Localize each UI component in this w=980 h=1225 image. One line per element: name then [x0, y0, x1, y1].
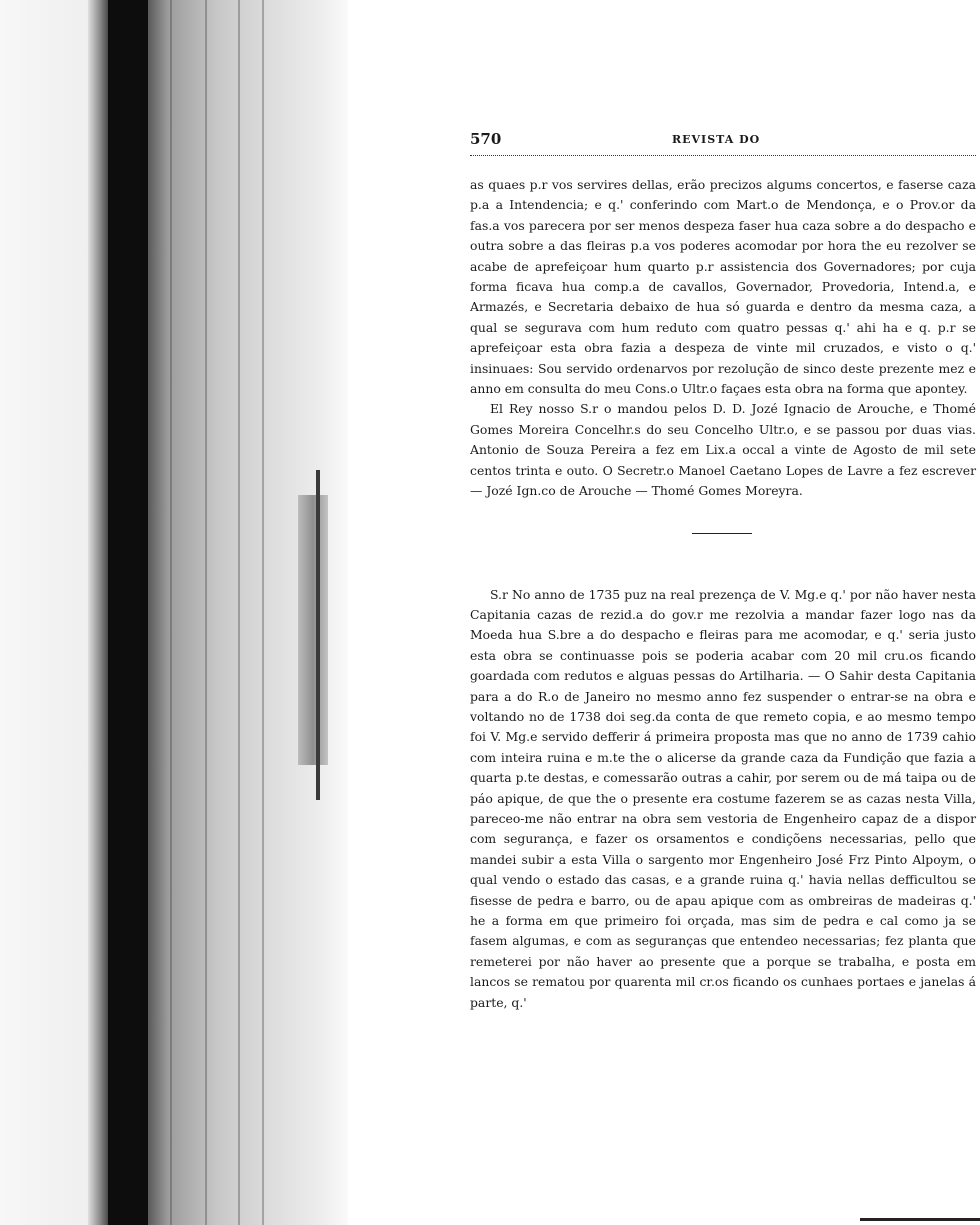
- body-text: [470, 175, 976, 1013]
- page-number: 570: [470, 130, 502, 148]
- section-divider: [692, 533, 752, 534]
- spine-mark: [316, 470, 320, 800]
- scan-streak: [238, 0, 240, 1225]
- document-page: [470, 124, 976, 1010]
- binding-gutter: [108, 0, 152, 1225]
- spine-label-strip: [298, 495, 328, 765]
- running-head: REVISTA DO: [672, 133, 761, 146]
- scan-streak: [262, 0, 264, 1225]
- section1-paragraph-2: El Rey nosso S.r o mandou pelos D. D. Jozé Ignacio de Arouche, e Thomé Gomes Moreira Concelhr.s do seu Concelho Ultr.o, e se passou por duas vias. Antonio de Souza Pereira a fez em Lix.a occal a vinte de Agosto de mil sete centos trinta e outo. O Secretr.o Manoel Caetano Lopes de Lavre a fez escrever — Jozé Ign.co de Arouche — Thomé Gomes Moreyra.: [470, 401, 976, 499]
- section2-paragraph-1: S.r No anno de 1735 puz na real prezença de V. Mg.e q.' por não haver nesta Capitania cazas de rezid.a do gov.r me rezolvia a mandar fazer logo nas da Moeda hua S.bre a do despacho e fleiras para me acomodar, e q.' seria justo esta obra se continuasse pois se poderia acabar com 20 mil cru.os ficando goardada com redutos e alguas pessas do Artilharia. — O Sahir desta Capitania para a do R.o de Janeiro no mesmo anno fez suspender o entrar-se na obra e voltando no de 1738 doi seg.da conta de que remeto copia, e ao mesmo tempo foi V. Mg.e servido defferir á primeira proposta mas que no anno de 1739 cahio com inteira ruina e m.te the o alicerse da grande caza da Fundição que fazia a quarta p.te destas, e comessarão outras a cahir, por serem ou de má taipa ou de páo apique, de que the o presente era costume fazerem se as cazas nesta Villa, pareceo-me não entrar na obra sem vestoria de Engenheiro capaz de a dispor com segurança, e fazer os orsamentos e condiçõens necessarias, pello que mandei subir a esta Villa o sargento mor Engenheiro José Frz Pinto Alpoym, o qual vendo o estado das casas, e a grande ruina q.' havia nellas defficultou se fisesse de pedra e barro, ou de apau apique com as ombreiras de madeiras q.' he a forma em que primeiro foi orçada, mas sim de pedra e cal como ja se fasem algumas, e com as seguranças que entendeo necessarias; fez planta que remeterei por não haver ao presente que a porque se trabalha, e posta em lancos se rematou por quarenta mil cr.os ficando os cunhaes portaes e janelas á parte, q.': [470, 586, 976, 1010]
- scan-edge-line: [860, 1218, 980, 1221]
- page-header: [470, 124, 976, 150]
- header-rule: [470, 155, 976, 156]
- page-margin-left: [0, 0, 90, 1225]
- section1-paragraph-1: as quaes p.r vos servires dellas, erão precizos algums concertos, e faserse caza p.a a Intendencia; e q.' conferindo com Mart.o de Mendonça, e o Prov.or da fas.a vos parecera por ser menos despeza faser hua caza sobre a do despacho e outra sobre a das fleiras p.a vos poderes acomodar por hora the eu rezolver se acabe de aprefeiçoar hum quarto p.r assistencia dos Governadores; por cuja forma ficava hua comp.a de cavallos, Governador, Provedoria, Intend.a, e Armazés, e Secretaria debaixo de hua só guarda e dentro da mesma caza, a qual se segurava com hum reduto com quatro pessas q.' ahi ha e q. p.r se aprefeiçoar esta obra fazia a despeza de vinte mil cruzados, e visto o q.' insinuaes: Sou servido ordenarvos por rezolução de sinco deste prezente mez e anno em consulta do meu Cons.o Ultr.o façaes esta obra na forma que apontey.: [470, 177, 976, 397]
- scan-streak: [205, 0, 207, 1225]
- scan-streak: [170, 0, 172, 1225]
